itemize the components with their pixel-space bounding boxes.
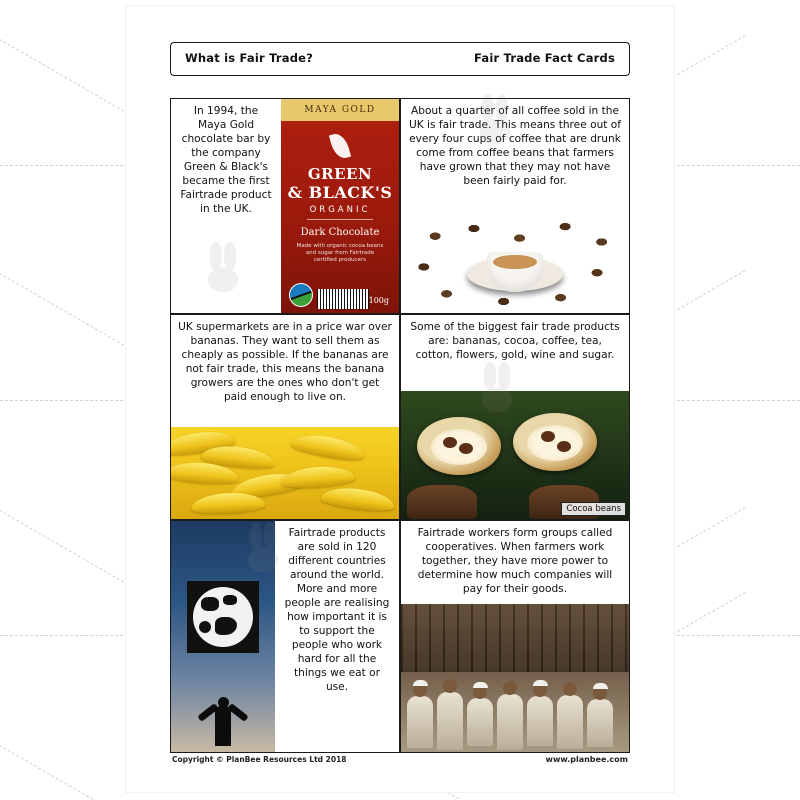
choc-variety-label: Dark Chocolate bbox=[300, 227, 380, 238]
fact-card-text: Some of the biggest fair trade products are: bananas, cocoa, coffee, tea, cotton, flowers, gold, wine and sugar. bbox=[410, 321, 620, 361]
worksheet-header bbox=[170, 42, 630, 76]
leaf-icon bbox=[329, 131, 351, 160]
fact-card-text: UK supermarkets are in a price war over bananas. They want to sell them as cheaply as possible. If the bananas are not fair trade, this means the banana growers are the ones who don't get paid enough to live on. bbox=[178, 321, 392, 403]
fact-card-biggest-products bbox=[400, 314, 630, 520]
fact-card-text: Fairtrade products are sold in 120 different countries around the world. More and more people are realising how important it is to support the people who work hard for all the things we eat or use. bbox=[284, 527, 390, 693]
divider bbox=[307, 219, 373, 220]
fact-card-text: About a quarter of all coffee sold in the UK is fair trade. This means three out of every four cups of coffee that are drunk come from coffee beans that farmers have grown that they may not have been fairly paid for. bbox=[408, 105, 622, 187]
choc-brand-line2: & BLACK'S bbox=[287, 183, 393, 202]
fact-card-grid bbox=[170, 98, 630, 753]
photo-caption: Cocoa beans bbox=[561, 502, 626, 516]
fairtrade-mark-icon bbox=[289, 283, 313, 307]
fact-card-coffee bbox=[400, 98, 630, 314]
copyright-notice: Copyright © PlanBee Resources Ltd 2018 bbox=[172, 755, 347, 764]
market-shelves bbox=[401, 604, 629, 672]
choc-organic-label: ORGANIC bbox=[309, 205, 371, 215]
chocolate-bar-photo bbox=[281, 99, 399, 313]
fact-card-text: In 1994, the Maya Gold chocolate bar by the company Green & Black's became the first Fairtrade product in the UK. bbox=[180, 105, 272, 215]
worksheet-subtitle: Fair Trade Fact Cards bbox=[473, 51, 615, 65]
worksheet-page bbox=[126, 6, 674, 792]
fact-card-text: Fairtrade workers form groups called cooperatives. When farmers work together, they have more power to determine how much companies will pay for their goods. bbox=[417, 527, 613, 595]
bananas-photo bbox=[171, 427, 399, 519]
fact-card-bananas bbox=[170, 314, 400, 520]
fact-card-120-countries bbox=[170, 520, 400, 753]
choc-brand-line1: GREEN bbox=[307, 165, 373, 183]
coffee-cup-photo bbox=[401, 217, 629, 313]
choc-small-print: Made with organic cocoa beans and sugar from Fairtrade certified producers bbox=[296, 243, 384, 263]
website-url[interactable]: www.planbee.com bbox=[545, 755, 628, 764]
worksheet-title: What is Fair Trade? bbox=[185, 51, 313, 65]
crema-shape bbox=[493, 255, 537, 269]
globe-icon bbox=[193, 587, 253, 647]
choc-weight-label: 100g bbox=[368, 296, 389, 305]
fact-card-maya-gold bbox=[170, 98, 400, 314]
fact-card-cooperatives bbox=[400, 520, 630, 753]
cocoa-pods-photo bbox=[401, 391, 629, 519]
barcode-icon bbox=[317, 289, 369, 309]
workers-cooperative-photo bbox=[401, 604, 629, 752]
choc-top-band: MAYA GOLD bbox=[281, 99, 399, 121]
globe-placard-photo bbox=[171, 521, 275, 752]
